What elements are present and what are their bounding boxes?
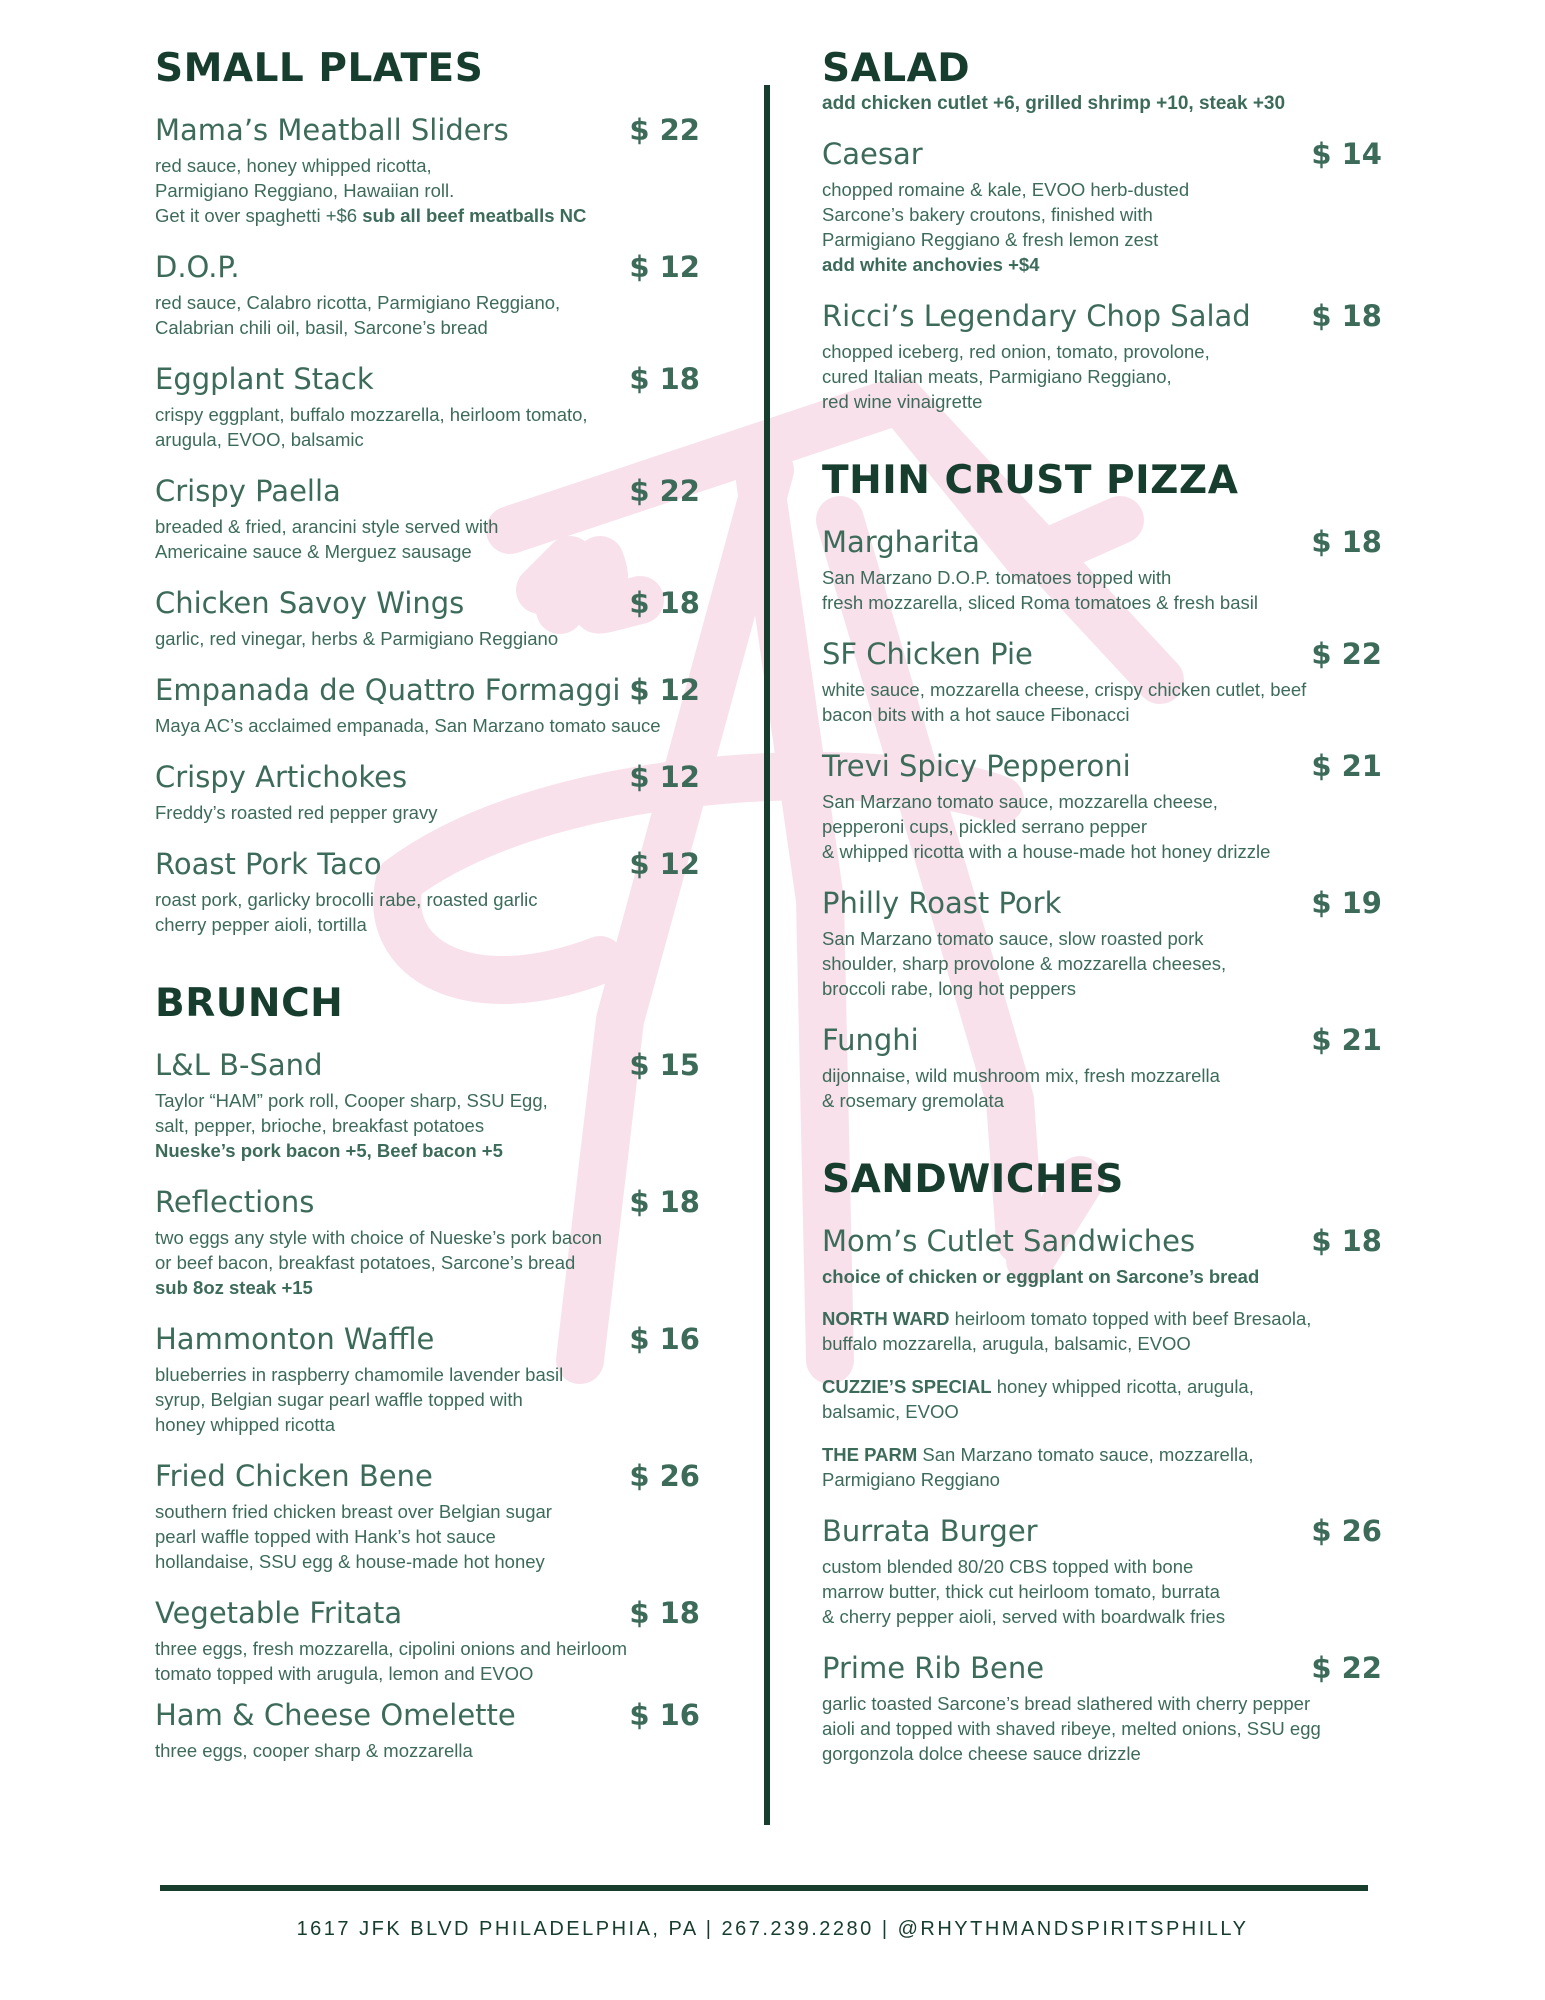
item-name: Fried Chicken Bene [155, 1458, 433, 1493]
item-name: Chicken Savoy Wings [155, 585, 465, 620]
item-name: Philly Roast Pork [822, 885, 1062, 920]
desc-line: & rosemary gremolata [822, 1089, 1004, 1111]
menu-item-cutlet [822, 1224, 1392, 1492]
item-price: $ 18 [629, 1595, 700, 1630]
item-price: $ 22 [1311, 1650, 1382, 1685]
item-name: D.O.P. [155, 249, 240, 284]
footer-divider [160, 1885, 1368, 1891]
item-description [155, 153, 715, 228]
item-description [155, 626, 715, 651]
item-description [822, 177, 1392, 277]
menu-item [822, 1514, 1392, 1629]
desc-bold: sub all beef meatballs NC [362, 204, 587, 226]
salad-addons-note: add chicken cutlet +6, grilled shrimp +10, steak +30 [822, 92, 1286, 114]
item-price: $ 21 [1311, 1022, 1382, 1057]
item-price: $ 12 [629, 846, 700, 881]
menu-item [822, 886, 1392, 1001]
desc-line: heirloom tomato topped with beef Bresaola, [949, 1307, 1312, 1329]
desc-line: arugula, EVOO, balsamic [155, 428, 364, 450]
item-description [155, 1636, 715, 1686]
left-column [155, 48, 715, 1763]
desc-line: breaded & fried, arancini style served with [155, 515, 499, 537]
desc-line: white sauce, mozzarella cheese, crispy chicken cutlet, beef [822, 678, 1307, 700]
desc-line: pearl waffle topped with Hank’s hot sauce [155, 1525, 496, 1547]
desc-line: Taylor “HAM” pork roll, Cooper sharp, SSU Egg, [155, 1089, 548, 1111]
section-title-salad: SALAD [822, 46, 971, 91]
desc-line: red sauce, Calabro ricotta, Parmigiano Reggiano, [155, 291, 561, 313]
section-title-small-plates: SMALL PLATES [155, 46, 484, 91]
right-column [822, 48, 1392, 1766]
item-description [822, 565, 1392, 615]
desc-line: three eggs, fresh mozzarella, cipolini onions and heirloom [155, 1637, 628, 1659]
item-name: Crispy Artichokes [155, 759, 408, 794]
item-description [155, 887, 715, 937]
desc-line: San Marzano tomato sauce, mozzarella cheese, [822, 790, 1218, 812]
section-title-sandwiches: SANDWICHES [822, 1156, 1124, 1202]
desc-line: Parmigiano Reggiano [822, 1468, 1000, 1490]
item-description [155, 1738, 715, 1763]
menu-item [155, 847, 715, 937]
desc-bold: add white anchovies +$4 [822, 253, 1040, 275]
desc-line: & cherry pepper aioli, served with boardwalk fries [822, 1605, 1226, 1627]
item-description [155, 800, 715, 825]
item-price: $ 18 [629, 361, 700, 396]
item-price: $ 18 [1311, 1223, 1382, 1258]
item-price: $ 19 [1311, 885, 1382, 920]
desc-line: cured Italian meats, Parmigiano Reggiano, [822, 365, 1172, 387]
menu-item [155, 673, 715, 738]
item-name: Burrata Burger [822, 1513, 1038, 1548]
option-label: CUZZIE’S SPECIAL [822, 1375, 992, 1397]
desc-line: bacon bits with a hot sauce Fibonacci [822, 703, 1130, 725]
item-price: $ 12 [629, 672, 700, 707]
desc-line: crispy eggplant, buffalo mozzarella, heirloom tomato, [155, 403, 588, 425]
item-price: $ 18 [1311, 298, 1382, 333]
desc-line: hollandaise, SSU egg & house-made hot honey [155, 1550, 545, 1572]
item-name: Reflections [155, 1184, 315, 1219]
item-price: $ 14 [1311, 136, 1382, 171]
desc-line: tomato topped with arugula, lemon and EVOO [155, 1662, 534, 1684]
menu-item [155, 113, 715, 228]
desc-line: Parmigiano Reggiano, Hawaiian roll. [155, 179, 455, 201]
item-name: Margharita [822, 524, 980, 559]
item-description [155, 1499, 715, 1574]
desc-line: salt, pepper, brioche, breakfast potatoes [155, 1114, 485, 1136]
desc-line: Get it over spaghetti +$6 [155, 204, 363, 226]
item-price: $ 12 [629, 249, 700, 284]
item-name: Vegetable Fritata [155, 1595, 403, 1630]
menu-item [155, 1322, 715, 1437]
item-description [155, 402, 715, 452]
desc-line: buffalo mozzarella, arugula, balsamic, EVOO [822, 1332, 1191, 1354]
menu-item [822, 749, 1392, 864]
item-price: $ 12 [629, 759, 700, 794]
menu-item [822, 637, 1392, 727]
item-price: $ 18 [629, 585, 700, 620]
menu-item [822, 137, 1392, 277]
desc-line: three eggs, cooper sharp & mozzarella [155, 1739, 473, 1761]
desc-line: marrow butter, thick cut heirloom tomato, burrata [822, 1580, 1220, 1602]
menu-item [155, 1596, 715, 1686]
item-name: Crispy Paella [155, 473, 341, 508]
item-name: Funghi [822, 1022, 919, 1057]
menu-item [155, 1698, 715, 1763]
item-name: Trevi Spicy Pepperoni [822, 748, 1131, 783]
item-name: Ricci’s Legendary Chop Salad [822, 298, 1251, 333]
cutlet-subtitle: choice of chicken or eggplant on Sarcone’s bread [822, 1265, 1260, 1287]
option-label: NORTH WARD [822, 1307, 950, 1329]
desc-line: chopped iceberg, red onion, tomato, provolone, [822, 340, 1210, 362]
desc-line: southern fried chicken breast over Belgian sugar [155, 1500, 552, 1522]
desc-line: pepperoni cups, pickled serrano pepper [822, 815, 1147, 837]
menu-item [155, 1048, 715, 1163]
item-name: Caesar [822, 136, 923, 171]
cutlet-option [822, 1374, 1392, 1424]
item-price: $ 26 [629, 1458, 700, 1493]
item-price: $ 16 [629, 1321, 700, 1356]
item-price: $ 22 [1311, 636, 1382, 671]
item-price: $ 21 [1311, 748, 1382, 783]
desc-line: balsamic, EVOO [822, 1400, 959, 1422]
item-description [155, 1225, 715, 1300]
desc-line: or beef bacon, breakfast potatoes, Sarcone’s bread [155, 1251, 576, 1273]
item-name: Eggplant Stack [155, 361, 374, 396]
menu-item [822, 1651, 1392, 1766]
desc-line: Freddy’s roasted red pepper gravy [155, 801, 438, 823]
menu-item [155, 760, 715, 825]
item-name: Ham & Cheese Omelette [155, 1697, 516, 1732]
item-price: $ 15 [629, 1047, 700, 1082]
menu-item [155, 586, 715, 651]
desc-line: Sarcone’s bakery croutons, finished with [822, 203, 1153, 225]
desc-line: aioli and topped with shaved ribeye, melted onions, SSU egg [822, 1717, 1321, 1739]
desc-line: San Marzano D.O.P. tomatoes topped with [822, 566, 1172, 588]
desc-line: garlic toasted Sarcone’s bread slathered with cherry pepper [822, 1692, 1311, 1714]
desc-line: broccoli rabe, long hot peppers [822, 977, 1077, 999]
menu-item [155, 1185, 715, 1300]
item-description [155, 514, 715, 564]
cutlet-option [822, 1306, 1392, 1356]
desc-line: Calabrian chili oil, basil, Sarcone’s bread [155, 316, 488, 338]
item-name: SF Chicken Pie [822, 636, 1033, 671]
desc-line: San Marzano tomato sauce, mozzarella, [917, 1443, 1254, 1465]
item-description [822, 926, 1392, 1001]
item-description [155, 713, 715, 738]
desc-line: Americaine sauce & Merguez sausage [155, 540, 472, 562]
desc-line: honey whipped ricotta, arugula, [991, 1375, 1254, 1397]
cutlet-option [822, 1442, 1392, 1492]
item-price: $ 26 [1311, 1513, 1382, 1548]
section-title-pizza: THIN CRUST PIZZA [822, 457, 1239, 503]
menu-item [822, 299, 1392, 414]
item-name: L&L B-Sand [155, 1047, 323, 1082]
item-price: $ 22 [629, 473, 700, 508]
desc-line: & whipped ricotta with a house-made hot honey drizzle [822, 840, 1271, 862]
option-label: THE PARM [822, 1443, 918, 1465]
item-description [155, 1362, 715, 1437]
desc-line: Parmigiano Reggiano & fresh lemon zest [822, 228, 1159, 250]
desc-line: two eggs any style with choice of Nueske’s pork bacon [155, 1226, 602, 1248]
item-price: $ 22 [629, 112, 700, 147]
desc-line: honey whipped ricotta [155, 1413, 335, 1435]
item-description [155, 1088, 715, 1163]
item-name: Mama’s Meatball Sliders [155, 112, 509, 147]
desc-line: red wine vinaigrette [822, 390, 983, 412]
item-description [822, 1691, 1392, 1766]
desc-line: San Marzano tomato sauce, slow roasted pork [822, 927, 1204, 949]
desc-line: red sauce, honey whipped ricotta, [155, 154, 432, 176]
footer-contact: 1617 JFK BLVD PHILADELPHIA, PA | 267.239.2280 | @RHYTHMANDSPIRITSPHILLY [296, 1918, 1249, 1940]
item-description [822, 1554, 1392, 1629]
desc-line: garlic, red vinegar, herbs & Parmigiano Reggiano [155, 627, 559, 649]
item-name: Empanada de Quattro Formaggi [155, 672, 621, 707]
item-description [822, 677, 1392, 727]
item-name: Roast Pork Taco [155, 846, 382, 881]
desc-line: roast pork, garlicky brocolli rabe, roasted garlic [155, 888, 538, 910]
desc-line: shoulder, sharp provolone & mozzarella cheeses, [822, 952, 1227, 974]
menu-item [155, 474, 715, 564]
item-price: $ 16 [629, 1697, 700, 1732]
desc-line: gorgonzola dolce cheese sauce drizzle [822, 1742, 1141, 1764]
item-description [822, 339, 1392, 414]
item-price: $ 18 [1311, 524, 1382, 559]
desc-line: Maya AC’s acclaimed empanada, San Marzano tomato sauce [155, 714, 661, 736]
item-description [822, 789, 1392, 864]
desc-bold: sub 8oz steak +15 [155, 1276, 313, 1298]
desc-line: custom blended 80/20 CBS topped with bone [822, 1555, 1194, 1577]
menu-item [155, 362, 715, 452]
menu-item [822, 1023, 1392, 1113]
menu-item [155, 250, 715, 340]
column-divider [764, 85, 770, 1825]
item-name: Mom’s Cutlet Sandwiches [822, 1223, 1196, 1258]
desc-line: dijonnaise, wild mushroom mix, fresh mozzarella [822, 1064, 1220, 1086]
desc-line: fresh mozzarella, sliced Roma tomatoes & fresh basil [822, 591, 1258, 613]
menu-item [155, 1459, 715, 1574]
desc-line: chopped romaine & kale, EVOO herb-dusted [822, 178, 1190, 200]
menu-item [822, 525, 1392, 615]
desc-line: syrup, Belgian sugar pearl waffle topped with [155, 1388, 523, 1410]
section-title-brunch: BRUNCH [155, 980, 344, 1026]
desc-line: blueberries in raspberry chamomile lavender basil [155, 1363, 564, 1385]
desc-line: cherry pepper aioli, tortilla [155, 913, 367, 935]
item-description [155, 290, 715, 340]
item-name: Prime Rib Bene [822, 1650, 1045, 1685]
item-price: $ 18 [629, 1184, 700, 1219]
desc-bold: Nueske’s pork bacon +5, Beef bacon +5 [155, 1139, 503, 1161]
item-description [822, 1063, 1392, 1113]
item-name: Hammonton Waffle [155, 1321, 435, 1356]
